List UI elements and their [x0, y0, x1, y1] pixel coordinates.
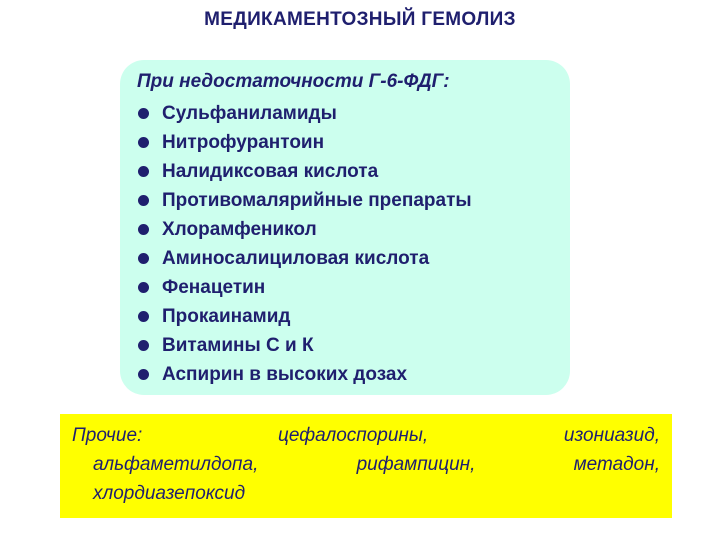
list-item — [138, 331, 472, 360]
drug-name: Витамины С и К — [162, 334, 314, 356]
bullet-icon — [138, 282, 149, 293]
list-item — [138, 186, 472, 215]
drug-name: Противомалярийные препараты — [162, 189, 472, 211]
bullet-icon — [138, 311, 149, 322]
other-drug: изониазид, — [563, 425, 660, 446]
other-label: Прочие: — [72, 425, 143, 446]
drug-name: Сульфаниламиды — [162, 102, 337, 124]
drug-name: Налидиксовая кислота — [162, 160, 379, 182]
bullet-icon — [138, 108, 149, 119]
other-drug: альфаметилдопа, — [93, 454, 259, 475]
other-drug: рифампицин, — [356, 454, 476, 475]
drug-name: Прокаинамид — [162, 305, 291, 327]
list-item — [138, 157, 472, 186]
drug-name: Хлорамфеникол — [162, 218, 317, 240]
bullet-icon — [138, 137, 149, 148]
drug-name: Аспирин в высоких дозах — [162, 363, 408, 385]
other-drug: хлордиазепоксид — [93, 483, 246, 504]
list-item — [138, 215, 472, 244]
other-drug: метадон, — [573, 454, 660, 475]
list-item — [138, 99, 472, 128]
bullet-icon — [138, 369, 149, 380]
list-item — [138, 128, 472, 157]
other-drugs-line — [72, 425, 660, 454]
drug-list — [138, 99, 472, 389]
list-item — [138, 273, 472, 302]
bullet-icon — [138, 253, 149, 264]
bullet-icon — [138, 224, 149, 235]
list-item — [138, 302, 472, 331]
list-item — [138, 360, 472, 389]
drug-name: Фенацетин — [162, 276, 266, 298]
drug-name: Нитрофурантоин — [162, 131, 325, 153]
bullet-icon — [138, 340, 149, 351]
other-drugs-panel — [60, 414, 672, 518]
list-item — [138, 244, 472, 273]
other-drugs-line — [72, 454, 660, 483]
slide-title: МЕДИКАМЕНТОЗНЫЙ ГЕМОЛИЗ — [204, 9, 516, 30]
other-drugs-line — [72, 483, 660, 512]
drug-name: Аминосалициловая кислота — [162, 247, 430, 269]
other-drug: цефалоспорины, — [278, 425, 429, 446]
bullet-icon — [138, 166, 149, 177]
g6pd-heading: При недостаточности Г-6-ФДГ: — [137, 71, 450, 92]
bullet-icon — [138, 195, 149, 206]
